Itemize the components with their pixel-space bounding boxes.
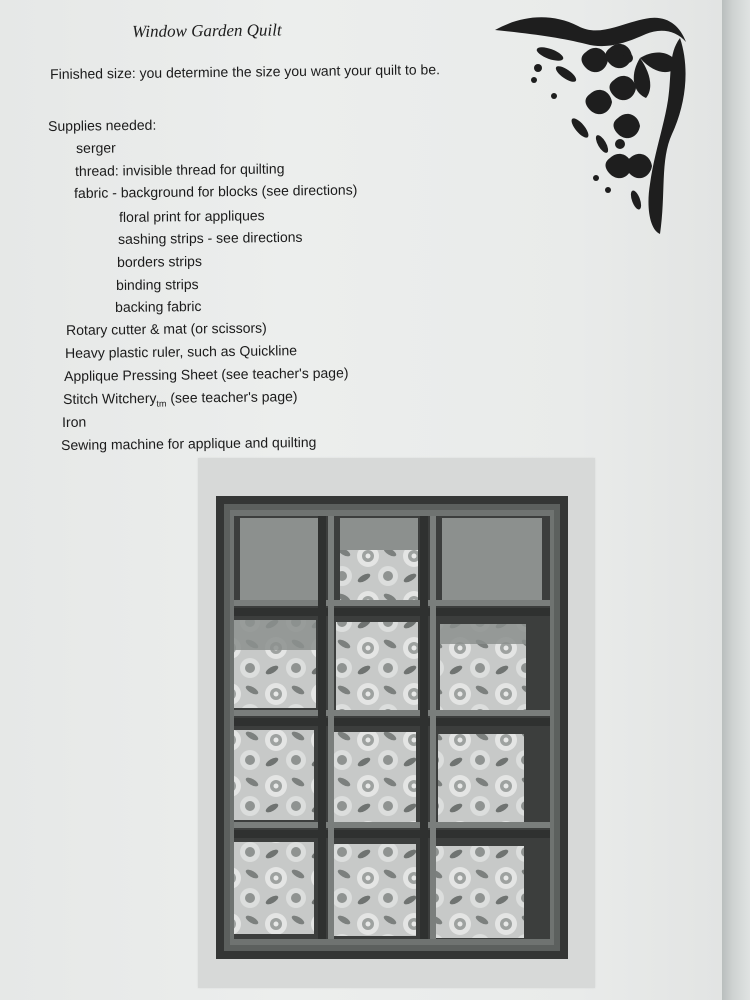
quilt-image (216, 496, 568, 959)
floral-corner-ornament-icon (490, 8, 690, 236)
supply-subitem: borders strips (117, 252, 203, 270)
trademark-subscript: tm (156, 398, 167, 409)
stitch-witchery-note: (see teacher's page) (166, 388, 298, 406)
supply-item: serger (76, 139, 116, 156)
supply-item: Iron (62, 413, 87, 430)
supply-subitem: binding strips (116, 275, 199, 293)
supply-subitem: floral print for appliques (119, 207, 265, 225)
supply-item: fabric - background for blocks (see directions) (74, 181, 358, 201)
supply-item: Sewing machine for applique and quilting (61, 433, 317, 453)
finished-size-text: Finished size: you determine the size you want your quilt to be. (50, 61, 441, 82)
page-title: Window Garden Quilt (132, 20, 282, 41)
supply-item-stitch-witchery (63, 388, 298, 410)
supply-item: Heavy plastic ruler, such as Quickline (65, 342, 298, 361)
supply-subitem: sashing strips - see directions (118, 228, 303, 247)
stitch-witchery-label: Stitch Witchery (63, 389, 157, 407)
supplies-heading: Supplies needed: (48, 116, 157, 134)
supply-item: Rotary cutter & mat (or scissors) (66, 319, 267, 338)
supply-item: thread: invisible thread for quilting (75, 160, 285, 179)
page-edge (722, 0, 750, 1000)
supply-subitem: backing fabric (115, 297, 202, 315)
supply-item: Applique Pressing Sheet (see teacher's page) (64, 364, 349, 384)
quilt-photo (198, 458, 595, 988)
